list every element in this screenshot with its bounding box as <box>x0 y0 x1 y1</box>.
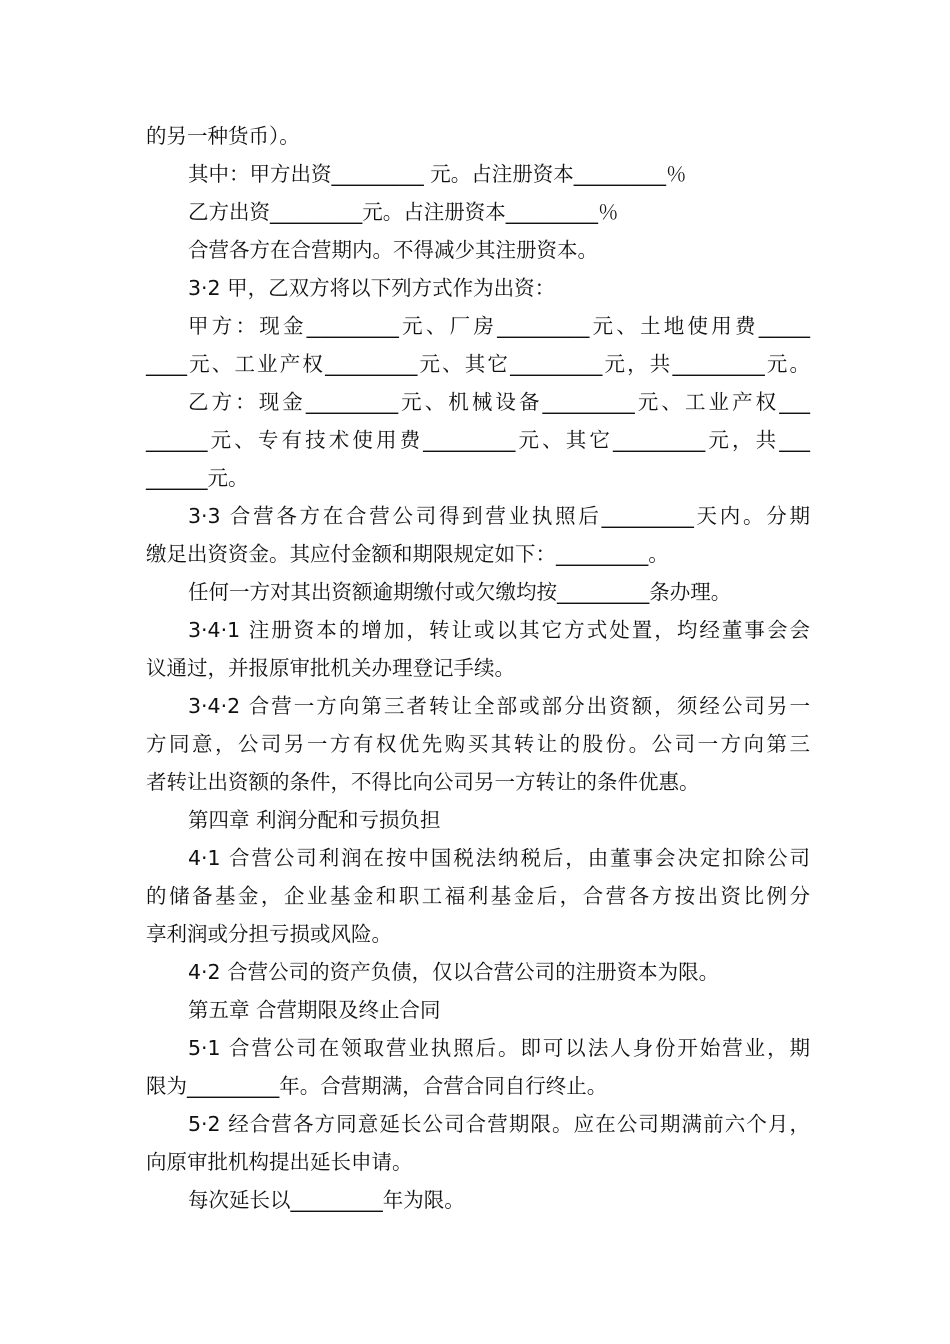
text-line: 5·1 合营公司在领取营业执照后。即可以法人身份开始营业，期 <box>188 1036 810 1060</box>
text-line: 4·1 合营公司利润在按中国税法纳税后，由董事会决定扣除公司 <box>188 846 810 870</box>
text-line: 3·4·1 注册资本的增加，转让或以其它方式处置，均经董事会会 <box>188 618 810 642</box>
text-line: 议通过，并报原审批机关办理登记手续。 <box>146 656 515 680</box>
text-line: 5·2 经合营各方同意延长公司合营期限。应在公司期满前六个月， <box>188 1112 810 1136</box>
text-line: 向原审批机构提出延长申请。 <box>146 1150 413 1174</box>
text-line: ______元、专有技术使用费_________元、其它_________元，共___ <box>146 428 810 452</box>
document-body <box>146 117 810 1219</box>
text-line: 每次延长以_________年为限。 <box>188 1188 465 1212</box>
text-line: 限为_________年。合营期满，合营合同自行终止。 <box>146 1074 608 1098</box>
text-line: 4·2 合营公司的资产负债，仅以合营公司的注册资本为限。 <box>188 960 720 984</box>
text-line: 缴足出资资金。其应付金额和期限规定如下：_________。 <box>146 542 669 566</box>
text-line: 乙方：现金_________元、机械设备_________元、工业产权___ <box>188 390 810 414</box>
text-line: 的储备基金，企业基金和职工福利基金后，合营各方按出资比例分 <box>146 884 810 908</box>
text-line: 者转让出资额的条件，不得比向公司另一方转让的条件优惠。 <box>146 770 700 794</box>
text-line: 乙方出资_________元。占注册资本_________％ <box>188 200 619 224</box>
text-line: 的另一种货币）。 <box>146 124 300 148</box>
text-line: 3·3 合营各方在合营公司得到营业执照后_________天内。分期 <box>188 504 810 528</box>
chapter-heading: 第五章 合营期限及终止合同 <box>188 998 441 1022</box>
text-line: 3·4·2 合营一方向第三者转让全部或部分出资额，须经公司另一 <box>188 694 810 718</box>
text-line: 3·2 甲，乙双方将以下列方式作为出资： <box>188 276 556 300</box>
text-line: 甲方：现金_________元、厂房_________元、土地使用费_____ <box>188 314 810 338</box>
chapter-heading: 第四章 利润分配和亏损负担 <box>188 808 441 832</box>
text-line: ____元、工业产权_________元、其它_________元，共_________元。 <box>146 352 810 376</box>
text-line: 其中：甲方出资_________ 元。占注册资本_________％ <box>188 162 687 186</box>
text-line: 享利润或分担亏损或风险。 <box>146 922 392 946</box>
text-line: 任何一方对其出资额逾期缴付或欠缴均按_________条办理。 <box>188 580 732 604</box>
text-line: ______元。 <box>146 466 249 490</box>
text-line: 方同意，公司另一方有权优先购买其转让的股份。公司一方向第三 <box>146 732 810 756</box>
text-line: 合营各方在合营期内。不得减少其注册资本。 <box>188 238 598 262</box>
